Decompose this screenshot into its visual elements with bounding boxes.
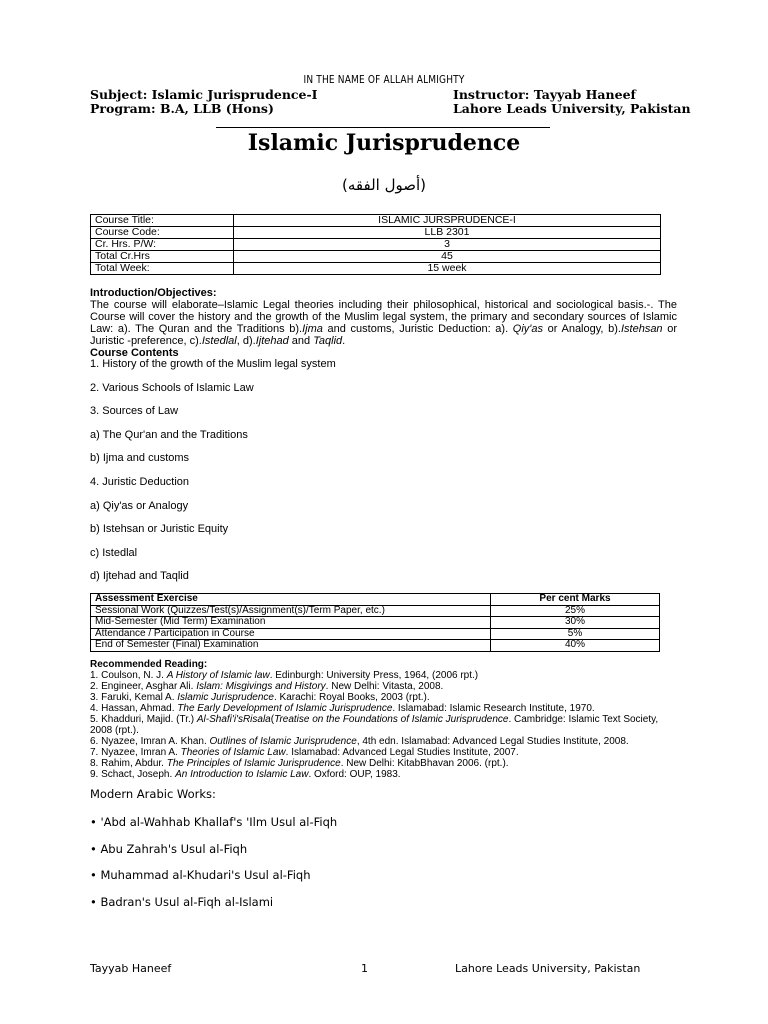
table-row: [91, 640, 660, 652]
list-item: [90, 758, 677, 769]
table-row: [91, 605, 660, 617]
intro-text: , d).: [236, 335, 256, 347]
intro-term-taqlid: Taqlid: [313, 335, 343, 347]
assessment-exercise: Sessional Work (Quizzes/Test(s)/Assignment(s)/Term Paper, etc.): [91, 605, 491, 617]
total-credit-hours-label: Total Cr.Hrs: [91, 251, 234, 263]
page-number: 1: [361, 962, 368, 975]
modern-arabic-works: [90, 786, 677, 920]
table-row: [91, 617, 660, 629]
intro-term-istehsan: Istehsan: [620, 323, 663, 335]
recommended-reading: [90, 659, 677, 780]
course-info-table: [90, 214, 661, 275]
ref-title: An Introduction to Islamic Law: [175, 769, 309, 780]
list-item: [90, 769, 677, 780]
course-title-label: Course Title:: [91, 215, 234, 227]
ref-text: . Edinburgh: University Press, 1964, (2006 rpt.): [269, 670, 479, 681]
assessment-marks: 25%: [491, 605, 660, 617]
list-item: b) Ijma and customs: [90, 452, 190, 465]
list-item: 1. History of the growth of the Muslim legal system: [90, 358, 336, 370]
intro-text: .: [342, 335, 346, 347]
ref-text: . Karachi: Royal Books, 2003 (rpt.).: [273, 692, 430, 703]
ref-text: . Cambridge: Islamic Text Society, 2008 (rpt.).: [90, 714, 659, 736]
assessment-column-header: Assessment Exercise: [91, 594, 491, 606]
ref-title: A History of Islamic law: [166, 670, 270, 681]
list-item: d) Ijtehad and Taqlid: [90, 570, 189, 583]
list-item: • Abu Zahrah's Usul al-Fiqh: [90, 841, 248, 856]
list-item: [90, 703, 677, 714]
page-title: Islamic Jurisprudence: [247, 130, 521, 156]
intro-term-qiyas: Qiy'as: [512, 323, 544, 335]
ref-title: The Early Development of Islamic Jurisprudence: [177, 703, 393, 714]
list-item: • Muhammad al-Khudari's Usul al-Fiqh: [90, 868, 311, 882]
list-item: [90, 747, 677, 758]
ref-title: Islamic Jurisprudence: [177, 692, 274, 703]
introduction-paragraph: [90, 299, 677, 347]
course-contents-heading: Course Contents: [90, 347, 179, 359]
header-rule: [216, 127, 550, 128]
course-contents-list: [90, 357, 677, 593]
ref-text: . Islamabad: Islamic Research Institute, 1970.: [392, 703, 595, 714]
table-row: [91, 263, 661, 275]
ref-text: , 4th edn. Islamabad: Advanced Legal Studies Institute, 2008.: [356, 736, 629, 747]
ref-text: . Islamabad: Advanced Legal Studies Institute, 2007.: [285, 747, 519, 758]
list-item: [90, 714, 677, 736]
list-item: c) Istedlal: [90, 546, 138, 559]
list-item: 4. Juristic Deduction: [90, 475, 190, 488]
intro-term-istedlal: Istedlal: [201, 335, 237, 347]
ref-title: The Principles of Islamic Jurisprudence: [166, 758, 341, 769]
table-row: [91, 628, 660, 640]
assessment-marks: 5%: [491, 628, 660, 640]
list-item: 3. Sources of Law: [90, 405, 179, 418]
list-item: [90, 681, 677, 692]
assessment-exercise: Attendance / Participation in Course: [91, 628, 491, 640]
instructor-line: Instructor: Tayyab Haneef: [453, 87, 636, 102]
university-line: Lahore Leads University, Pakistan: [453, 101, 691, 116]
assessment-exercise: End of Semester (Final) Examination: [91, 640, 491, 652]
list-item: b) Istehsan or Juristic Equity: [90, 523, 229, 536]
ref-text: . New Delhi: KitabBhavan 2006. (rpt.).: [340, 758, 509, 769]
ref-text: 3. Faruki, Kemal A.: [90, 692, 178, 703]
course-title-value: ISLAMIC JURSPRUDENCE-I: [234, 215, 661, 227]
arabic-works-heading: Modern Arabic Works:: [90, 787, 216, 801]
intro-text: or Juristic -preference, c).: [90, 323, 677, 347]
introduction-section: [90, 287, 677, 359]
intro-text: The course will elaborate–Islamic Legal theories including their philosophical, historical and sociological basis.-. The Course will cover the history and the growth of the Muslim legal system, the primary and secondary sources of Islamic Law: a). The Quran and the Traditions b).: [90, 299, 677, 335]
ref-text: . New Delhi: Vitasta, 2008.: [325, 681, 444, 692]
ref-text: . Oxford: OUP, 1983.: [308, 769, 401, 780]
total-week-value: 15 week: [234, 263, 661, 275]
total-week-label: Total Week:: [91, 263, 234, 275]
intro-term-ijtehad: Ijtehad: [255, 335, 289, 347]
intro-text: and: [288, 335, 314, 347]
footer-author: Tayyab Haneef: [90, 962, 172, 975]
ref-title: Treatise on the Foundations of Islamic Jurisprudence: [274, 714, 509, 725]
marks-column-header: Per cent Marks: [491, 594, 660, 606]
table-row: [91, 251, 661, 263]
ref-text: 4. Hassan, Ahmad.: [90, 703, 178, 714]
assessment-marks: 30%: [491, 617, 660, 629]
assessment-table: [90, 593, 660, 652]
ref-title: Al-Shafi'i'sRisala: [196, 714, 271, 725]
list-item: 2. Various Schools of Islamic Law: [90, 381, 254, 394]
ref-title: Theories of Islamic Law: [180, 747, 286, 758]
ref-text: 6. Nyazee, Imran A. Khan.: [90, 736, 210, 747]
ref-text: 2. Engineer, Asghar Ali.: [90, 681, 197, 692]
introduction-heading: Introduction/Objectives:: [90, 287, 217, 299]
list-item: a) Qiy'as or Analogy: [90, 499, 189, 512]
assessment-exercise: Mid-Semester (Mid Term) Examination: [91, 617, 491, 629]
ref-title: Outlines of Islamic Jurisprudence: [209, 736, 357, 747]
list-item: [90, 736, 677, 747]
total-credit-hours-value: 45: [234, 251, 661, 263]
table-row: [91, 215, 661, 227]
footer-university: Lahore Leads University, Pakistan: [455, 962, 641, 975]
credit-hours-label: Cr. Hrs. P/W:: [91, 239, 234, 251]
reading-heading: Recommended Reading:: [90, 659, 208, 670]
intro-text: and customs, Juristic Deduction: a).: [322, 323, 513, 335]
subject-line: Subject: Islamic Jurisprudence-I: [90, 87, 318, 102]
ref-text: 1. Coulson, N. J.: [90, 670, 167, 681]
assessment-marks: 40%: [491, 640, 660, 652]
course-code-value: LLB 2301: [234, 227, 661, 239]
credit-hours-value: 3: [234, 239, 661, 251]
list-item: a) The Qur'an and the Traditions: [90, 428, 248, 441]
ref-text: 7. Nyazee, Imran A.: [90, 747, 181, 758]
ref-title: Islam: Misgivings and History: [196, 681, 326, 692]
list-item: [90, 670, 677, 681]
arabic-title: (أصول الفقه): [342, 176, 426, 194]
ref-text: 8. Rahim, Abdur.: [90, 758, 167, 769]
ref-text: (: [270, 714, 275, 725]
ref-text: 9. Schact, Joseph.: [90, 769, 176, 780]
bismillah-line: IN THE NAME OF ALLAH ALMIGHTY: [303, 73, 465, 86]
ref-text: 5. Khadduri, Majid. (Tr.): [90, 714, 197, 725]
table-row: [91, 239, 661, 251]
table-header-row: [91, 594, 660, 606]
list-item: • 'Abd al-Wahhab Khallaf's 'Ilm Usul al-Fiqh: [90, 815, 338, 829]
table-row: [91, 227, 661, 239]
list-item: • Badran's Usul al-Fiqh al-Islami: [90, 894, 274, 909]
course-code-label: Course Code:: [91, 227, 234, 239]
intro-term-ijma: Ijma: [302, 323, 323, 335]
program-line: Program: B.A, LLB (Hons): [90, 101, 274, 116]
list-item: [90, 692, 677, 703]
intro-text: or Analogy, b).: [543, 323, 621, 335]
